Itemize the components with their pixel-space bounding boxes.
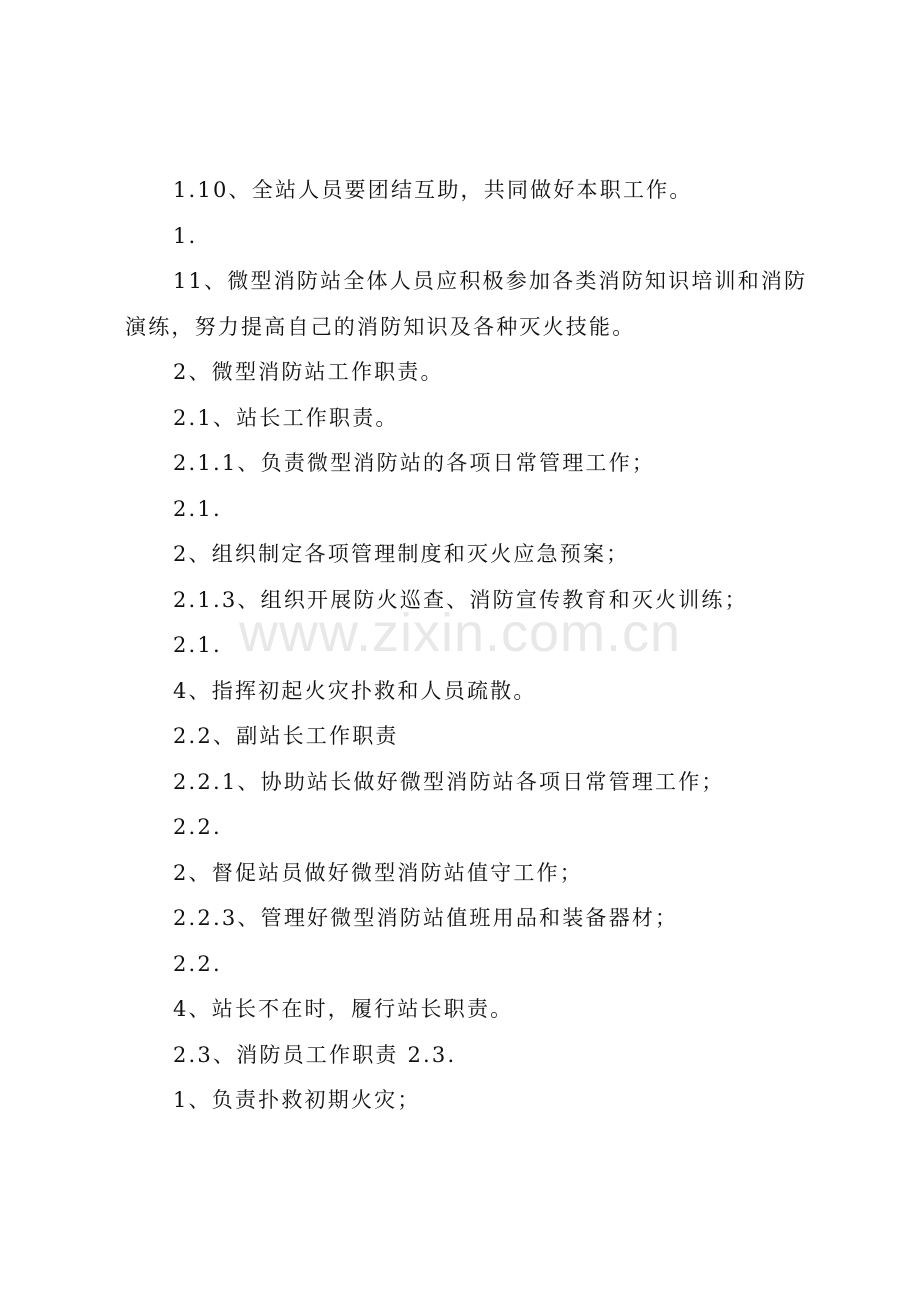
paragraph-13: 2.2.1、协助站长做好微型消防站各项日常管理工作； [173, 769, 725, 794]
paragraph-6: 2.1.1、负责微型消防站的各项日常管理工作； [173, 451, 656, 475]
paragraph-8: 2、组织制定各项管理制度和灭火应急预案； [173, 542, 630, 566]
paragraph-4: 2、微型消防站工作职责。 [173, 360, 444, 384]
paragraph-7: 2.1. [173, 496, 222, 521]
paragraph-15: 2、督促站员做好微型消防站值守工作； [173, 860, 583, 885]
paragraph-12: 2.2、副站长工作职责 [173, 724, 399, 748]
paragraph-11: 4、指挥初起火灾扑救和人员疏散。 [173, 678, 537, 703]
paragraph-1: 1.10、全站人员要团结互助，共同做好本职工作。 [173, 178, 693, 202]
paragraph-2: 1. [173, 223, 198, 248]
paragraph-10: 2.1. [173, 633, 222, 657]
paragraph-19: 2.3、消防员工作职责 2.3. [173, 1042, 457, 1067]
paragraph-18: 4、站长不在时，履行站长职责。 [173, 997, 514, 1021]
paragraph-3: 11、微型消防站全体人员应积极参加各类消防知识培训和消防演练，努力提高自己的消防知识及各种灭火技能。 [125, 269, 808, 339]
paragraph-14: 2.2. [173, 815, 222, 839]
paragraph-17: 2.2. [173, 951, 222, 976]
paragraph-5: 2.1、站长工作职责。 [173, 405, 399, 430]
watermark-text: www.zixin.com.cn [238, 603, 682, 663]
paragraph-9: 2.1.3、组织开展防火巡查、消防宣传教育和灭火训练； [173, 587, 748, 612]
paragraph-20: 1、负责扑救初期火灾； [173, 1088, 421, 1112]
paragraph-16: 2.2.3、管理好微型消防站值班用品和装备器材； [173, 906, 679, 930]
document-body [125, 168, 810, 1124]
